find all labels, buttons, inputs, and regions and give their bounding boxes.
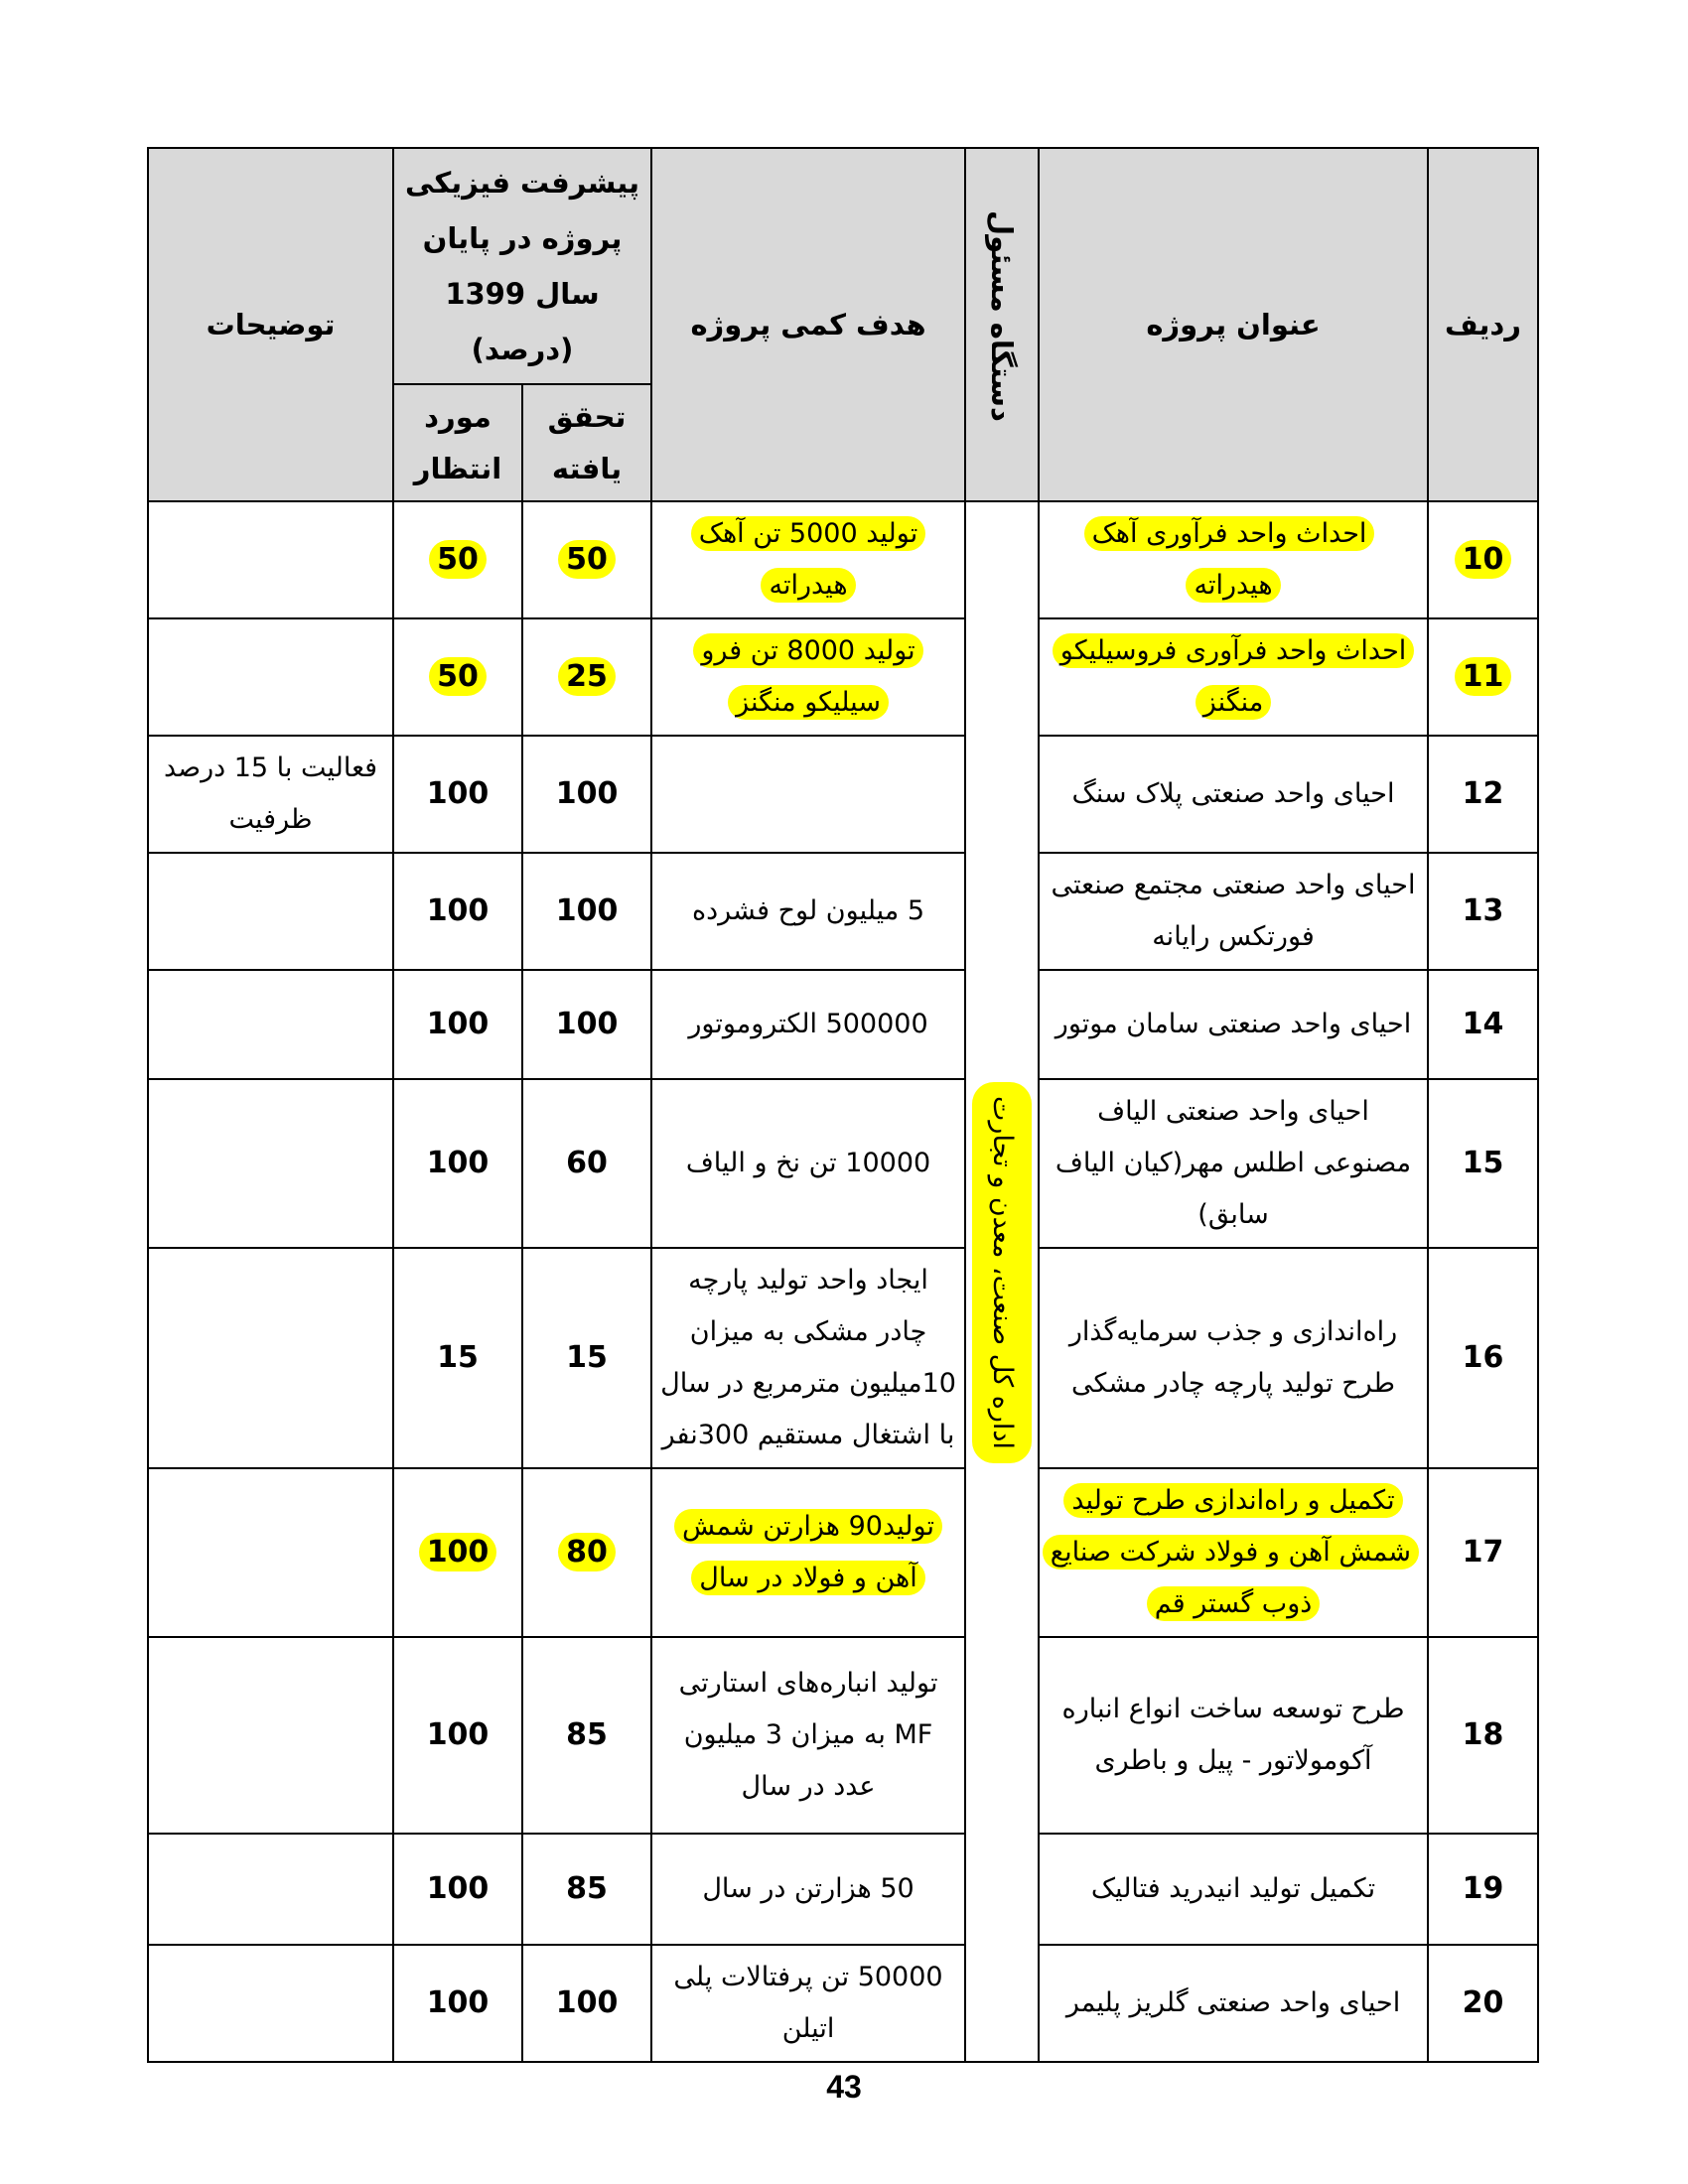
table-row [148, 970, 1538, 1079]
table-row [148, 1468, 1538, 1637]
header-achieved: تحقق یافته [522, 384, 651, 501]
notes [148, 1637, 393, 1834]
header-responsible-text: دستگاه مسئول [985, 209, 1020, 422]
project-target: 50000 تن پرفتالات پلی اتیلن [651, 1945, 965, 2062]
row-number: 14 [1428, 970, 1538, 1079]
table-row [148, 1834, 1538, 1945]
table-row [148, 1248, 1538, 1468]
progress-expected [393, 1468, 522, 1637]
row-number: 15 [1428, 1079, 1538, 1248]
progress-expected: 100 [393, 1945, 522, 2062]
notes [148, 1468, 393, 1637]
highlight: 50 [429, 657, 487, 696]
table-row [148, 1079, 1538, 1248]
progress-achieved [522, 501, 651, 618]
page-number: 43 [826, 2069, 862, 2105]
table-row [148, 1945, 1538, 2062]
progress-expected: 100 [393, 1834, 522, 1945]
highlight: تولید 5000 تن آهک هیدراته [691, 516, 925, 603]
highlight: 10 [1455, 540, 1512, 579]
notes [148, 501, 393, 618]
project-target: 50 هزارتن در سال [651, 1834, 965, 1945]
row-number [1428, 501, 1538, 618]
project-target: 10000 تن نخ و الیاف [651, 1079, 965, 1248]
highlight: تولید 8000 تن فرو سیلیکو منگنز [693, 633, 922, 720]
progress-expected: 100 [393, 853, 522, 970]
notes [148, 853, 393, 970]
table-row [148, 736, 1538, 853]
project-target [651, 618, 965, 736]
progress-expected: 100 [393, 1637, 522, 1834]
project-title: احیای واحد صنعتی مجتمع صنعتی فورتکس رایانه [1039, 853, 1428, 970]
notes [148, 1248, 393, 1468]
row-number: 13 [1428, 853, 1538, 970]
project-target [651, 1468, 965, 1637]
table-row [148, 618, 1538, 736]
row-number: 17 [1428, 1468, 1538, 1637]
header-progress: پیشرفت فیزیکی پروژه در پایان سال 1399 (درصد) [393, 148, 651, 384]
notes [148, 618, 393, 736]
progress-expected [393, 501, 522, 618]
header-expected: مورد انتظار [393, 384, 522, 501]
table-row [148, 501, 1538, 618]
project-title: تکمیل تولید انیدرید فتالیک [1039, 1834, 1428, 1945]
progress-expected: 100 [393, 736, 522, 853]
project-title: احیای واحد صنعتی گلریز پلیمر [1039, 1945, 1428, 2062]
project-target: 5 میلیون لوح فشرده [651, 853, 965, 970]
highlight: 11 [1455, 657, 1512, 696]
header-notes: توضیحات [148, 148, 393, 501]
progress-achieved: 15 [522, 1248, 651, 1468]
notes [148, 1834, 393, 1945]
progress-expected: 100 [393, 970, 522, 1079]
project-title [1039, 1468, 1428, 1637]
progress-achieved: 100 [522, 1945, 651, 2062]
table-row [148, 853, 1538, 970]
highlight: احداث واحد فرآوری آهک هیدراته [1084, 516, 1375, 603]
table-row [148, 1637, 1538, 1834]
row-number [1428, 618, 1538, 736]
highlight: احداث واحد فرآوری فروسیلیکو منگنز [1053, 633, 1415, 720]
responsible-org-cell [965, 501, 1039, 2062]
progress-expected: 100 [393, 1079, 522, 1248]
header-project-title: عنوان پروژه [1039, 148, 1428, 501]
progress-achieved: 100 [522, 853, 651, 970]
header-target: هدف کمی پروژه [651, 148, 965, 501]
highlight: 100 [419, 1533, 497, 1571]
highlight: 50 [558, 540, 616, 579]
progress-achieved: 100 [522, 970, 651, 1079]
project-title [1039, 501, 1428, 618]
row-number: 16 [1428, 1248, 1538, 1468]
notes [148, 1945, 393, 2062]
project-title: راه‌اندازی و جذب سرمایه‌گذار طرح تولید پارچه چادر مشکی [1039, 1248, 1428, 1468]
highlight: تولید90 هزارتن شمش آهن و فولاد در سال [674, 1509, 942, 1595]
project-title: طرح توسعه ساخت انواع انباره آکومولاتور - پیل و باطری [1039, 1637, 1428, 1834]
progress-achieved [522, 618, 651, 736]
highlight: 50 [429, 540, 487, 579]
progress-achieved: 100 [522, 736, 651, 853]
row-number: 18 [1428, 1637, 1538, 1834]
progress-achieved: 60 [522, 1079, 651, 1248]
project-target: ایجاد واحد تولید پارچه چادر مشکی به میزان 10میلیون مترمربع در سال با اشتغال مستقیم 300نفر [651, 1248, 965, 1468]
highlight: 25 [558, 657, 616, 696]
progress-expected [393, 618, 522, 736]
progress-achieved: 85 [522, 1637, 651, 1834]
notes [148, 1079, 393, 1248]
responsible-org: اداره کل صنعت، معدن و تجارت [972, 1082, 1032, 1463]
row-number: 19 [1428, 1834, 1538, 1945]
notes [148, 970, 393, 1079]
project-title [1039, 618, 1428, 736]
progress-expected: 15 [393, 1248, 522, 1468]
notes: فعالیت با 15 درصد ظرفیت [148, 736, 393, 853]
projects-table [147, 147, 1539, 2063]
progress-achieved [522, 1468, 651, 1637]
project-title: احیای واحد صنعتی الیاف مصنوعی اطلس مهر(کیان الیاف سابق) [1039, 1079, 1428, 1248]
row-number: 20 [1428, 1945, 1538, 2062]
row-number: 12 [1428, 736, 1538, 853]
project-target: 500000 الکتروموتور [651, 970, 965, 1079]
project-title: احیای واحد صنعتی پلاک سنگ [1039, 736, 1428, 853]
highlight: 80 [558, 1533, 616, 1571]
progress-achieved: 85 [522, 1834, 651, 1945]
header-responsible [965, 148, 1039, 501]
highlight: تکمیل و راه‌اندازی طرح تولید شمش آهن و فولاد شرکت صنایع ذوب گستر قم [1043, 1483, 1419, 1621]
header-row-number: ردیف [1428, 148, 1538, 501]
project-title: احیای واحد صنعتی سامان موتور [1039, 970, 1428, 1079]
project-target [651, 736, 965, 853]
project-target [651, 501, 965, 618]
project-target: تولید انباره‌های استارتی MF به میزان 3 میلیون عدد در سال [651, 1637, 965, 1834]
